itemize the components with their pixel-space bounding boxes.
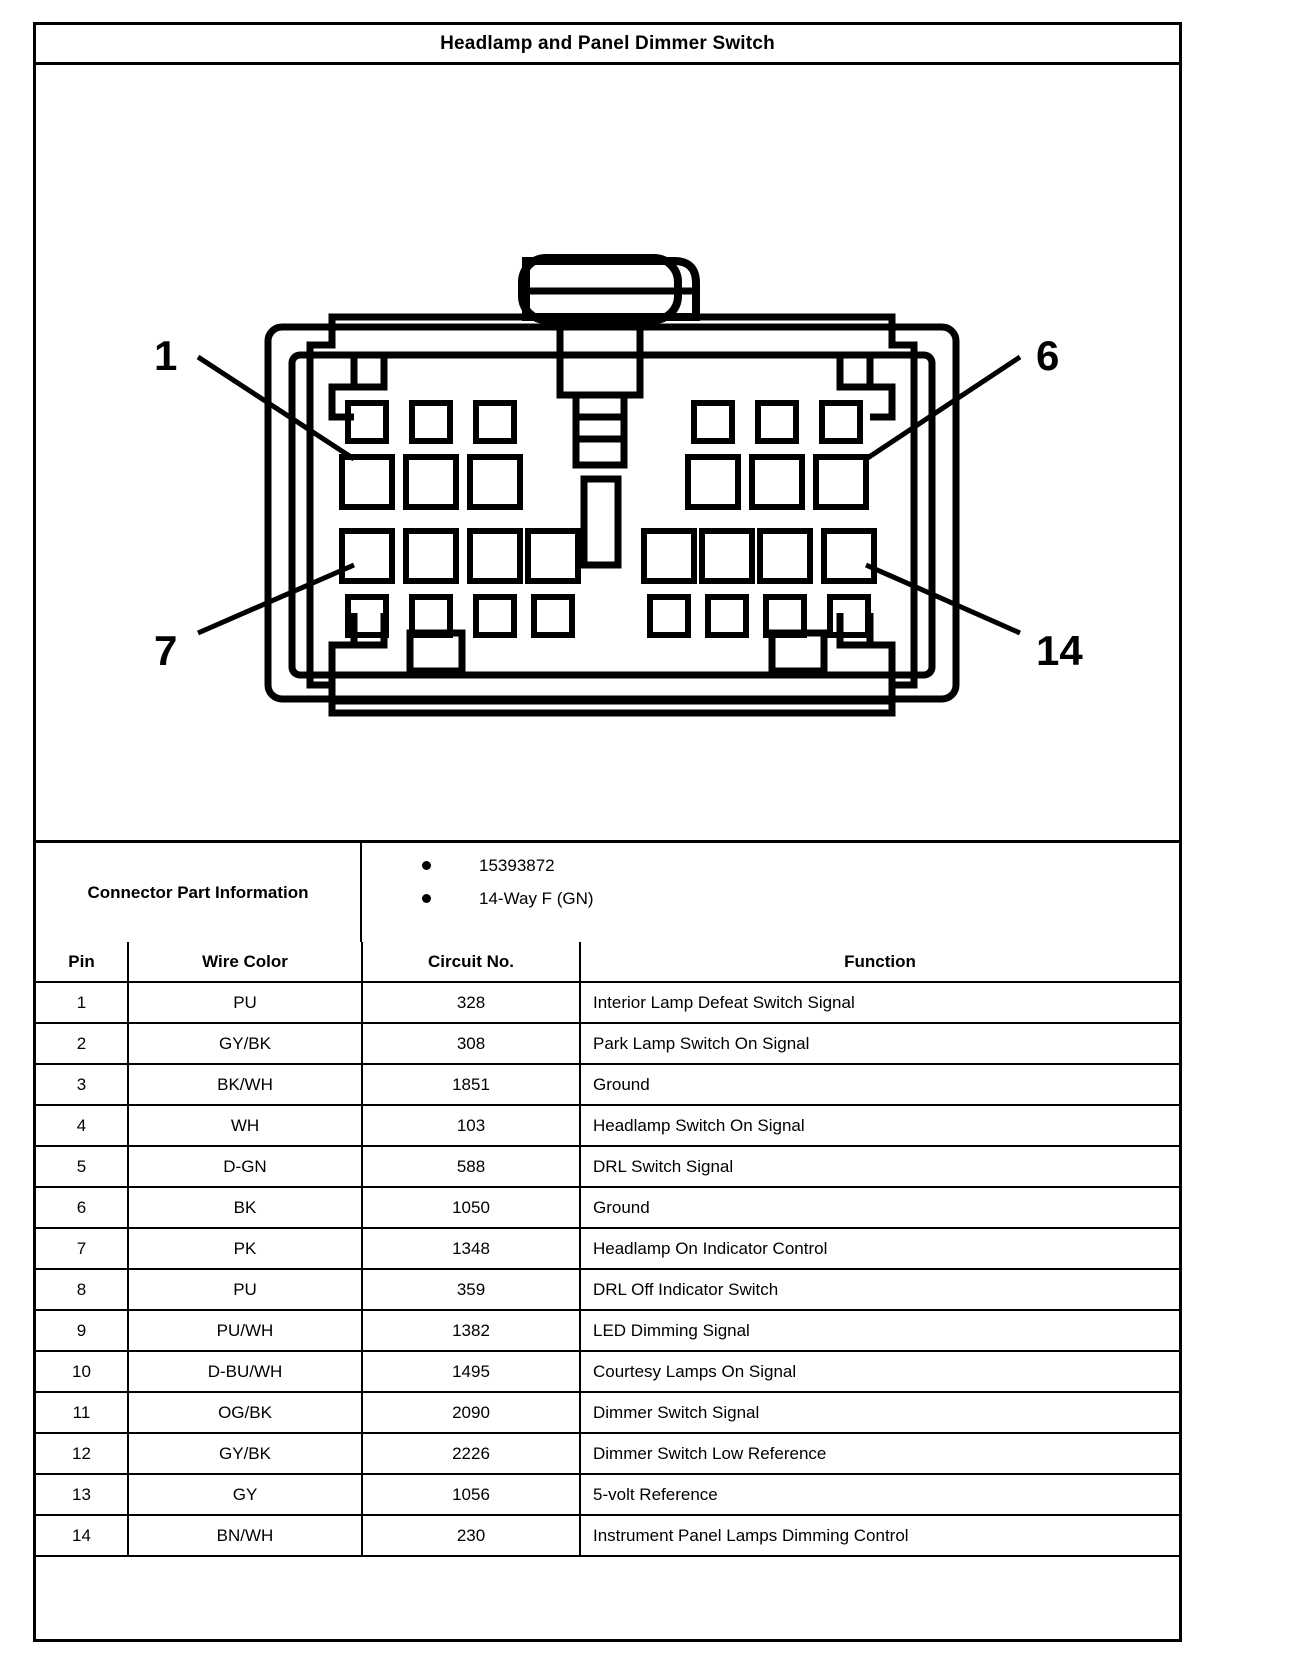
cell-pin: 8	[36, 1269, 128, 1310]
table-row	[36, 1146, 1179, 1187]
cell-pin: 2	[36, 1023, 128, 1064]
list-item	[422, 890, 1179, 907]
cell-wire-color: PU/WH	[128, 1310, 362, 1351]
cell-circuit-no: 2090	[362, 1392, 580, 1433]
cell-wire-color: D-BU/WH	[128, 1351, 362, 1392]
cell-function: Courtesy Lamps On Signal	[580, 1351, 1179, 1392]
cell-circuit-no: 2226	[362, 1433, 580, 1474]
part-info-values	[362, 843, 1179, 942]
cell-circuit-no: 308	[362, 1023, 580, 1064]
cell-function: Dimmer Switch Signal	[580, 1392, 1179, 1433]
cell-circuit-no: 1382	[362, 1310, 580, 1351]
column-header-circuit-no: Circuit No.	[362, 942, 580, 982]
cell-wire-color: BK/WH	[128, 1064, 362, 1105]
callout-pin-1: 1	[154, 332, 178, 379]
cell-wire-color: D-GN	[128, 1146, 362, 1187]
cell-pin: 1	[36, 982, 128, 1023]
column-header-function: Function	[580, 942, 1179, 982]
cell-wire-color: GY	[128, 1474, 362, 1515]
cell-pin: 6	[36, 1187, 128, 1228]
sheet-title-bar	[36, 25, 1179, 65]
cell-pin: 5	[36, 1146, 128, 1187]
table-row	[36, 1064, 1179, 1105]
cell-wire-color: PU	[128, 982, 362, 1023]
cell-wire-color: PU	[128, 1269, 362, 1310]
diagram-sheet	[33, 22, 1182, 1642]
cell-function: LED Dimming Signal	[580, 1310, 1179, 1351]
cell-circuit-no: 230	[362, 1515, 580, 1556]
cell-function: 5-volt Reference	[580, 1474, 1179, 1515]
cell-circuit-no: 588	[362, 1146, 580, 1187]
cell-function: Interior Lamp Defeat Switch Signal	[580, 982, 1179, 1023]
cell-circuit-no: 103	[362, 1105, 580, 1146]
cell-circuit-no: 328	[362, 982, 580, 1023]
connector-part-information	[36, 840, 1179, 942]
cell-function: DRL Off Indicator Switch	[580, 1269, 1179, 1310]
part-info-label: Connector Part Information	[36, 843, 362, 942]
cell-function: Headlamp On Indicator Control	[580, 1228, 1179, 1269]
cell-pin: 7	[36, 1228, 128, 1269]
cell-wire-color: GY/BK	[128, 1433, 362, 1474]
table-row	[36, 1351, 1179, 1392]
cell-circuit-no: 1348	[362, 1228, 580, 1269]
table-row	[36, 1474, 1179, 1515]
cell-circuit-no: 359	[362, 1269, 580, 1310]
cell-function: Park Lamp Switch On Signal	[580, 1023, 1179, 1064]
cell-function: Ground	[580, 1064, 1179, 1105]
cell-pin: 12	[36, 1433, 128, 1474]
bullet-icon	[422, 861, 431, 870]
cell-circuit-no: 1050	[362, 1187, 580, 1228]
callout-pin-14: 14	[1036, 627, 1083, 674]
page-title: Headlamp and Panel Dimmer Switch	[440, 32, 775, 54]
table-row	[36, 1515, 1179, 1556]
cell-function: DRL Switch Signal	[580, 1146, 1179, 1187]
callout-pin-6: 6	[1036, 332, 1060, 379]
pin-table	[36, 942, 1179, 1557]
cell-circuit-no: 1056	[362, 1474, 580, 1515]
table-row	[36, 982, 1179, 1023]
table-row	[36, 1105, 1179, 1146]
part-description: 14-Way F (GN)	[479, 889, 594, 908]
cell-wire-color: BK	[128, 1187, 362, 1228]
cell-function: Headlamp Switch On Signal	[580, 1105, 1179, 1146]
cell-pin: 11	[36, 1392, 128, 1433]
bullet-icon	[422, 894, 431, 903]
cell-pin: 14	[36, 1515, 128, 1556]
table-row	[36, 1433, 1179, 1474]
cell-wire-color: GY/BK	[128, 1023, 362, 1064]
table-row	[36, 1023, 1179, 1064]
part-number: 15393872	[479, 856, 555, 875]
cell-function: Ground	[580, 1187, 1179, 1228]
table-row	[36, 1269, 1179, 1310]
cell-pin: 3	[36, 1064, 128, 1105]
table-header-row	[36, 942, 1179, 982]
column-header-wire-color: Wire Color	[128, 942, 362, 982]
column-header-pin: Pin	[36, 942, 128, 982]
callout-pin-7: 7	[154, 627, 178, 674]
cell-pin: 9	[36, 1310, 128, 1351]
list-item	[422, 857, 1179, 874]
cell-wire-color: PK	[128, 1228, 362, 1269]
table-row	[36, 1228, 1179, 1269]
cell-pin: 13	[36, 1474, 128, 1515]
table-row	[36, 1187, 1179, 1228]
cell-function: Dimmer Switch Low Reference	[580, 1433, 1179, 1474]
cell-circuit-no: 1495	[362, 1351, 580, 1392]
cell-pin: 4	[36, 1105, 128, 1146]
cell-wire-color: BN/WH	[128, 1515, 362, 1556]
table-row	[36, 1310, 1179, 1351]
table-row	[36, 1392, 1179, 1433]
cell-pin: 10	[36, 1351, 128, 1392]
cell-circuit-no: 1851	[362, 1064, 580, 1105]
cell-wire-color: OG/BK	[128, 1392, 362, 1433]
connector-drawing	[36, 65, 1179, 840]
cell-function: Instrument Panel Lamps Dimming Control	[580, 1515, 1179, 1556]
cell-wire-color: WH	[128, 1105, 362, 1146]
